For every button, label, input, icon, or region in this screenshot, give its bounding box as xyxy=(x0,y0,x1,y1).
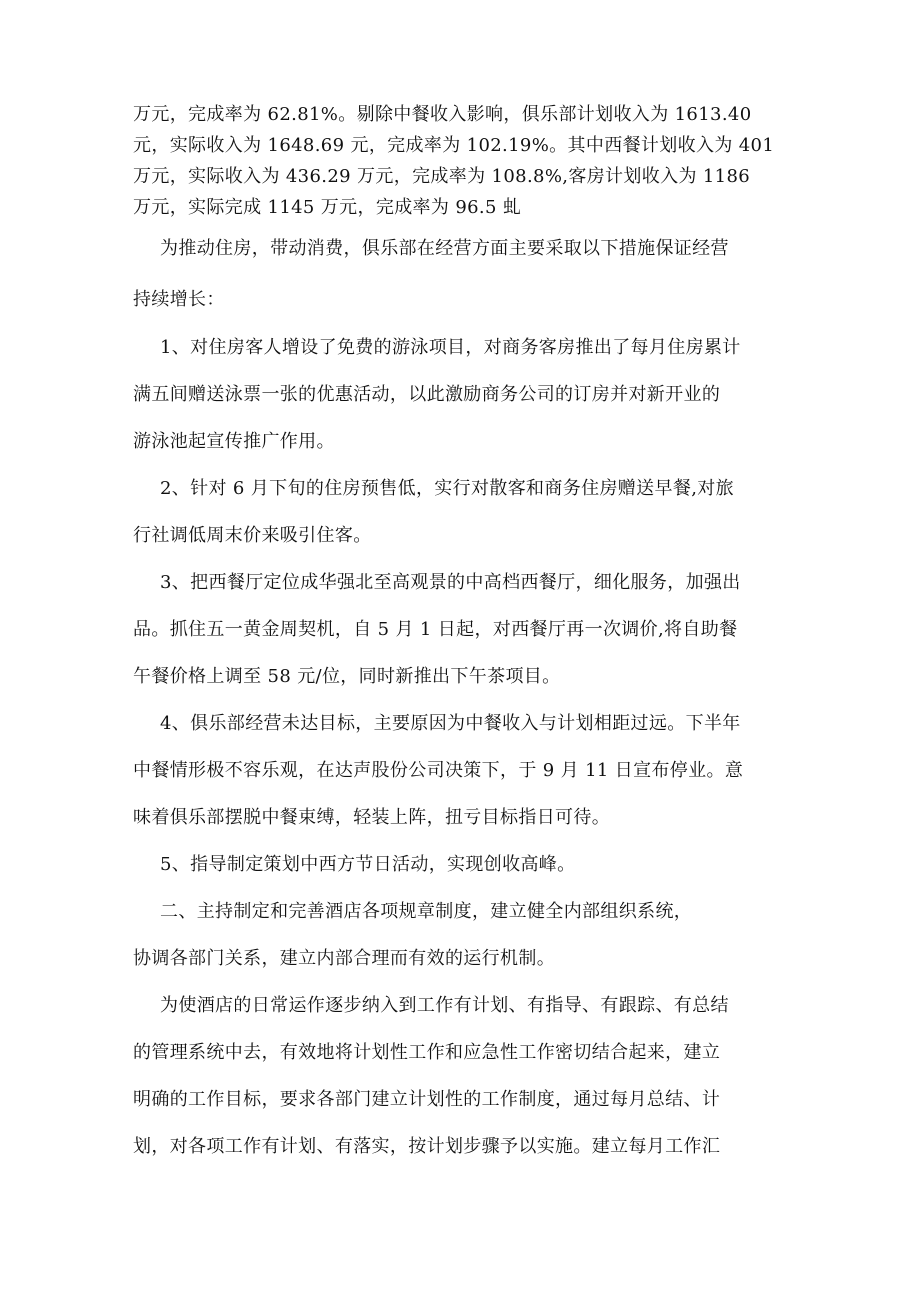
text-line: 2、针对 6 月下旬的住房预售低，实行对散客和商务住房赠送早餐,对旅 xyxy=(160,478,734,499)
text-line: 明确的工作目标，要求各部门建立计划性的工作制度，通过每月总结、计 xyxy=(133,1089,721,1110)
text-line: 为使酒店的日常运作逐步纳入到工作有计划、有指导、有跟踪、有总结 xyxy=(160,995,729,1016)
text-line: 划，对各项工作有计划、有落实，按计划步骤予以实施。建立每月工作汇 xyxy=(133,1136,721,1157)
text-line: 万元，完成率为 62.81%。剔除中餐收入影响，俱乐部计划收入为 1613.40 xyxy=(133,104,752,125)
text-line: 的管理系统中去，有效地将计划性工作和应急性工作密切结合起来，建立 xyxy=(133,1042,721,1063)
text-line: 3、把西餐厅定位成华强北至高观景的中高档西餐厅，细化服务，加强出 xyxy=(160,572,741,593)
text-line: 中餐情形极不容乐观，在达声股份公司决策下，于 9 月 11 日宣布停业。意 xyxy=(133,760,744,781)
section-heading: 二、主持制定和完善酒店各项规章制度，建立健全内部组织系统， xyxy=(160,901,693,922)
text-line: 午餐价格上调至 58 元/位，同时新推出下午茶项目。 xyxy=(133,666,561,687)
text-line: 持续增长： xyxy=(133,289,225,310)
text-line: 味着俱乐部摆脱中餐束缚，轻装上阵，扭亏目标指日可待。 xyxy=(133,807,611,828)
text-line: 1、对住房客人增设了免费的游泳项目，对商务客房推出了每月住房累计 xyxy=(160,337,741,358)
text-line: 元，实际收入为 1648.69 元，完成率为 102.19%。其中西餐计划收入为 401 xyxy=(133,135,775,156)
text-line: 品。抓住五一黄金周契机，自 5 月 1 日起，对西餐厅再一次调价,将自助餐 xyxy=(133,619,738,640)
text-line: 为推动住房，带动消费，俱乐部在经营方面主要采取以下措施保证经营 xyxy=(160,238,729,259)
text-line: 行社调低周末价来吸引住客。 xyxy=(133,525,372,546)
text-line: 4、俱乐部经营未达目标，主要原因为中餐收入与计划相距过远。下半年 xyxy=(160,713,741,734)
text-line: 5、指导制定策划中西方节日活动，实现创收高峰。 xyxy=(160,854,576,875)
text-line: 满五间赠送泳票一张的优惠活动，以此激励商务公司的订房并对新开业的 xyxy=(133,384,721,405)
section-heading-continued: 协调各部门关系，建立内部合理而有效的运行机制。 xyxy=(133,948,556,969)
text-line: 游泳池起宣传推广作用。 xyxy=(133,431,335,452)
text-line: 万元，实际完成 1145 万元，完成率为 96.5 虬 xyxy=(133,197,522,218)
text-line: 万元，实际收入为 436.29 万元，完成率为 108.8%,客房计划收入为 1186 xyxy=(133,166,751,187)
